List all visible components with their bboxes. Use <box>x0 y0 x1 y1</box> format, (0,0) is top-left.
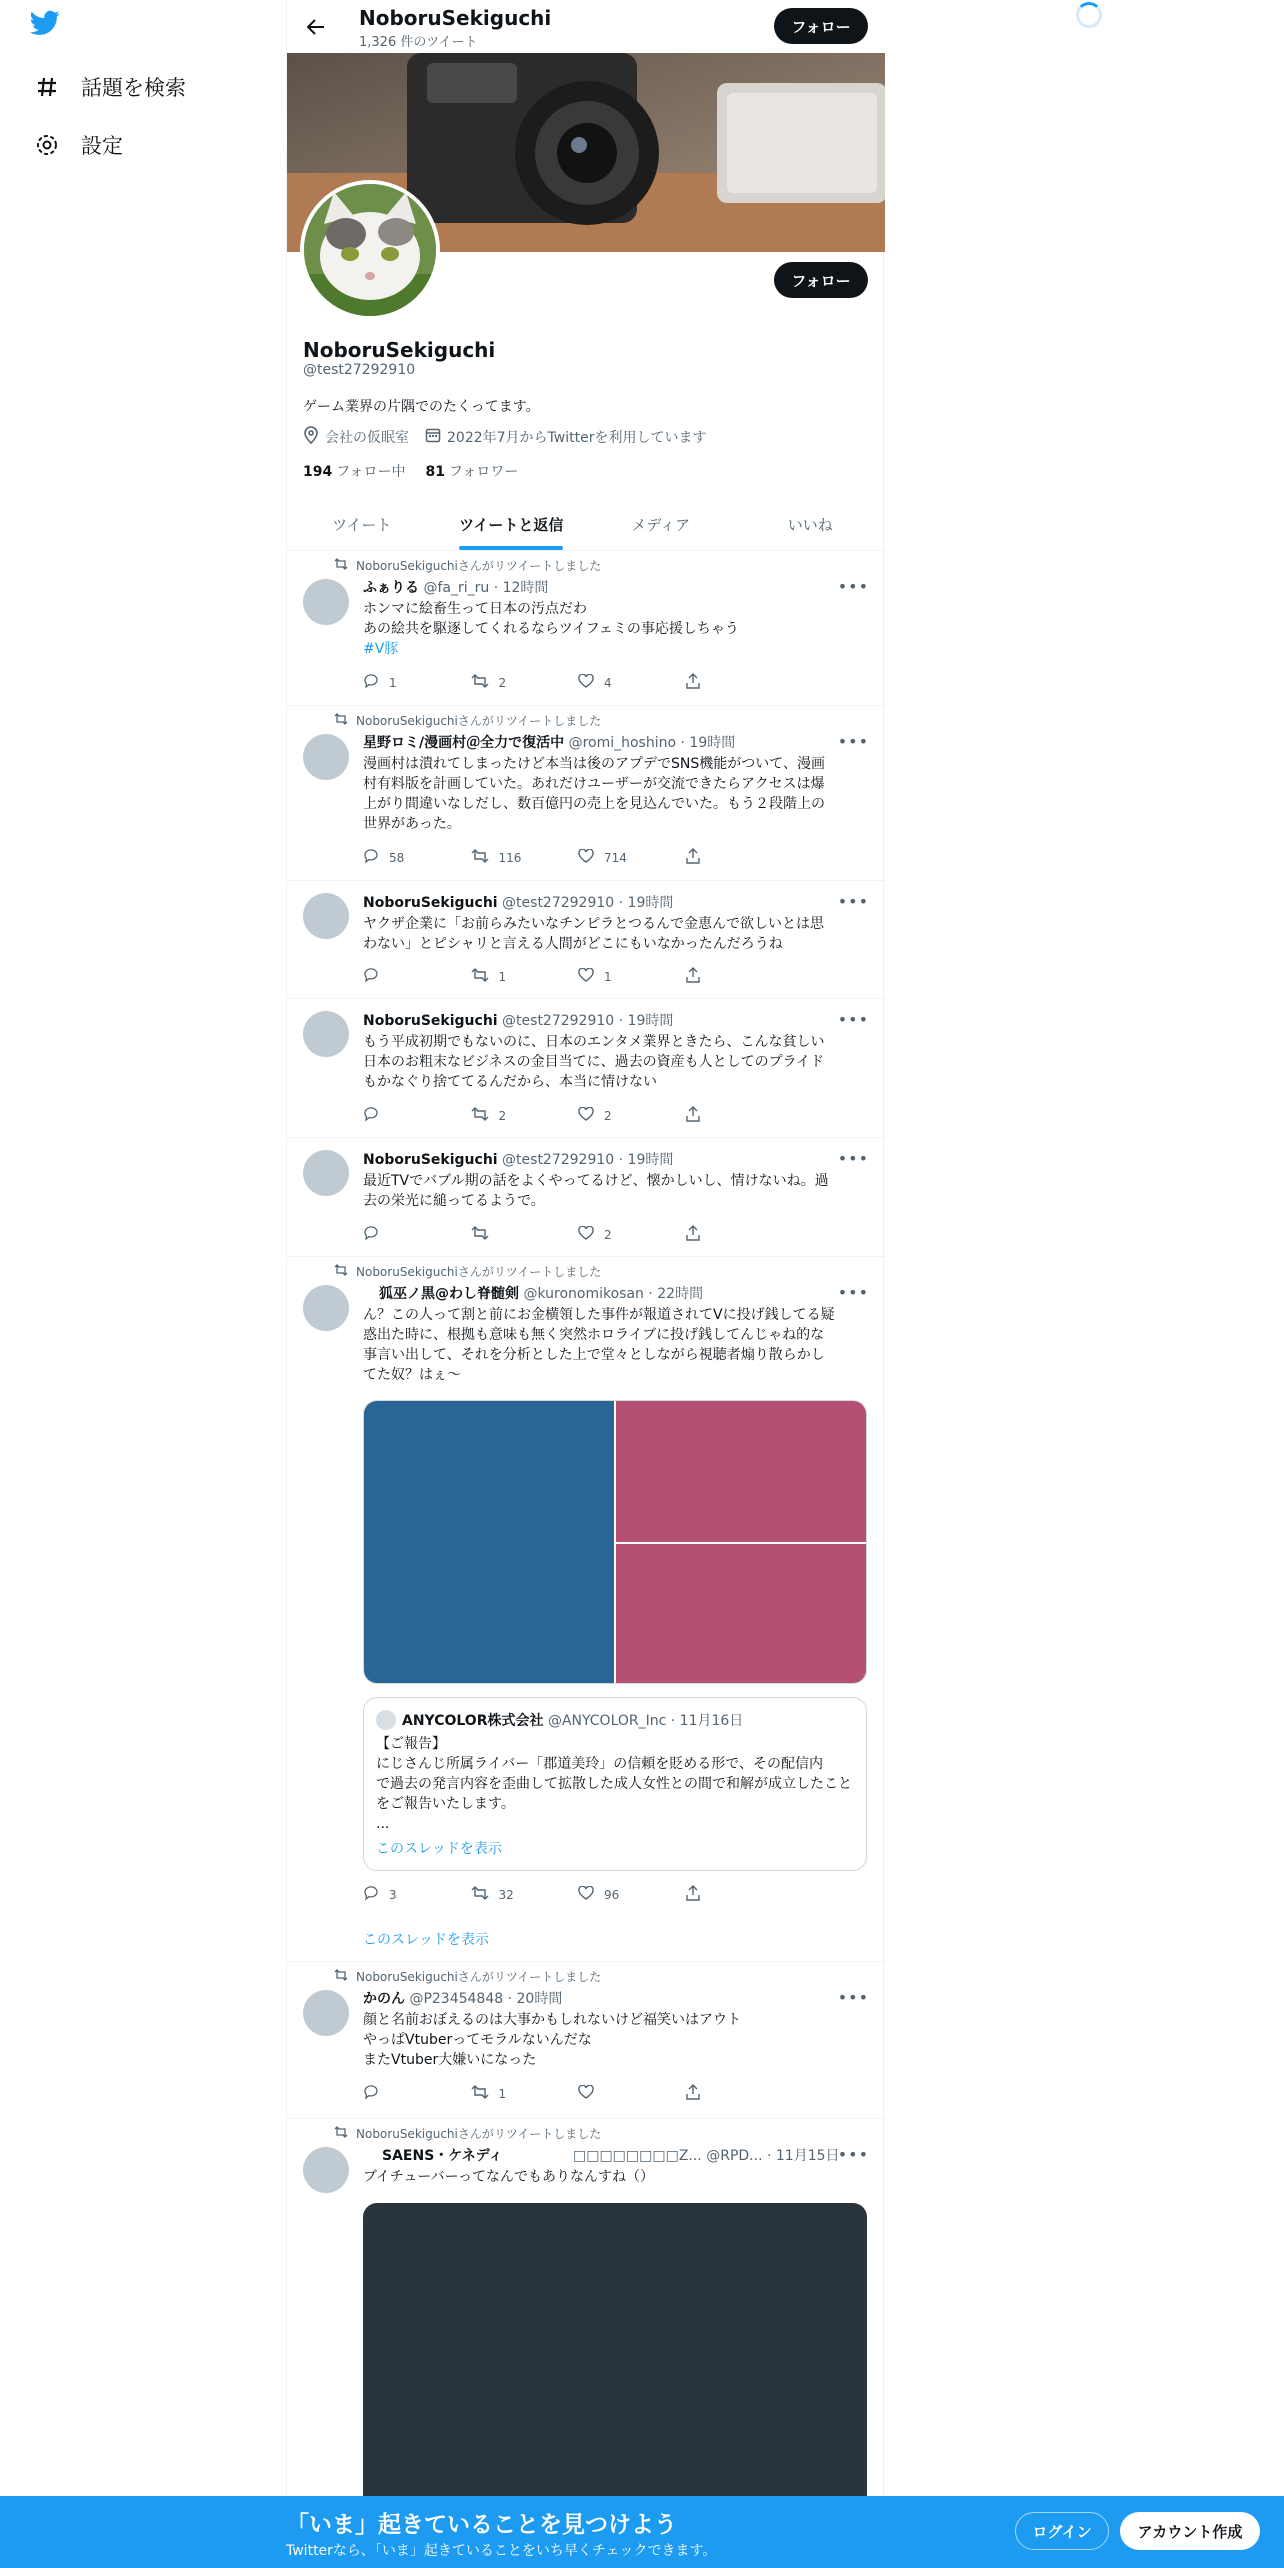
retweet-icon <box>471 849 499 866</box>
tweet-author-name[interactable]: 星野ロミ/漫画村＠全力で復活中 <box>363 735 565 751</box>
share-icon <box>686 1225 710 1244</box>
share-button[interactable] <box>686 1106 794 1125</box>
avatar[interactable] <box>303 579 349 625</box>
tweet-time[interactable]: · 11月15日 <box>766 2148 840 2164</box>
reply-count: 58 <box>389 850 405 865</box>
tweet-author-name[interactable]: かのん <box>363 1991 405 2007</box>
heart-icon <box>578 674 604 691</box>
top-bar <box>287 0 885 53</box>
tweet-time[interactable]: · 19時間 <box>680 735 736 751</box>
retweet-note <box>334 2125 601 2142</box>
reply-icon <box>363 1106 389 1125</box>
share-button[interactable] <box>686 2084 794 2103</box>
tweet[interactable] <box>287 1257 885 1962</box>
like-button[interactable] <box>578 2084 686 2103</box>
share-button[interactable] <box>686 848 794 867</box>
profile-joined-text: 2022年7月からTwitterを利用しています <box>447 430 707 446</box>
retweet-note-text: NoboruSekiguchiさんがリツイートしました <box>356 714 602 728</box>
reply-icon <box>363 848 389 867</box>
tweet[interactable] <box>287 881 885 999</box>
quote-header <box>402 1710 743 1730</box>
reply-icon <box>363 967 389 986</box>
tweet-text: 顔と名前おぼえるのは大事かもしれないけど福笑いはアウト やっぱVtuberってモラルないんだな またVtuber大嫌いになった <box>363 2012 741 2068</box>
profile-bio: ゲーム業界の片隅でのたくってます。 <box>303 399 540 415</box>
reply-button[interactable] <box>363 967 471 986</box>
heart-icon <box>578 2085 604 2102</box>
like-count: 96 <box>604 1887 620 1902</box>
profile-tabs <box>287 498 885 551</box>
tweet-author-handle[interactable]: @RPD... <box>706 2148 763 2164</box>
avatar <box>376 1710 396 1730</box>
share-icon <box>686 2084 710 2103</box>
tweet-header <box>382 2145 503 2165</box>
reply-icon <box>363 1885 389 1904</box>
following-count: 194 <box>303 464 333 480</box>
tweet-header <box>363 1010 673 1030</box>
avatar[interactable] <box>303 734 349 780</box>
retweet-icon <box>334 1264 356 1279</box>
retweet-icon <box>471 1226 499 1243</box>
tweet-author-handle[interactable]: @romi_hoshino <box>568 735 677 751</box>
retweet-note <box>334 712 601 729</box>
avatar[interactable] <box>303 1285 349 1331</box>
share-button[interactable] <box>686 1225 794 1244</box>
reply-button[interactable] <box>363 1106 471 1125</box>
avatar[interactable] <box>303 1150 349 1196</box>
following-label: フォロー中 <box>336 464 406 480</box>
tweet-text: ブイチューバーってなんでもありなんすね（） <box>363 2169 655 2185</box>
share-button[interactable] <box>686 1885 794 1904</box>
like-count: 1 <box>604 969 612 984</box>
retweet-icon <box>334 2126 356 2141</box>
tweet-header-handle <box>573 2145 840 2165</box>
heart-icon <box>578 1886 604 1903</box>
share-icon <box>686 848 710 867</box>
tweet-time[interactable]: · 19時間 <box>618 1013 674 1029</box>
loading-spinner-icon <box>1076 2 1102 28</box>
retweet-button[interactable] <box>471 848 579 867</box>
profile-follow-stats <box>303 461 538 481</box>
tweet[interactable] <box>287 1138 885 1257</box>
media-image[interactable] <box>364 1401 614 1684</box>
tweet-time[interactable]: · 12時間 <box>493 580 549 596</box>
retweet-note <box>334 1968 601 1985</box>
reply-count: 1 <box>389 675 397 690</box>
quote-author-handle: @ANYCOLOR_Inc <box>547 1713 667 1729</box>
quote-author-name: ANYCOLOR株式会社 <box>402 1713 544 1729</box>
more-options-icon[interactable]: ••• <box>837 1988 869 2007</box>
more-options-icon[interactable]: ••• <box>837 1149 869 1168</box>
tweet-actions <box>363 1885 793 1904</box>
reply-count: 3 <box>389 1887 397 1902</box>
tweet-actions <box>363 848 793 867</box>
like-button[interactable] <box>578 848 686 867</box>
like-button[interactable] <box>578 1106 686 1125</box>
tweet-header <box>363 892 673 912</box>
retweet-button[interactable] <box>471 1225 579 1244</box>
retweet-icon <box>334 713 356 728</box>
more-options-icon[interactable]: ••• <box>837 732 869 751</box>
retweet-count: 32 <box>498 1887 514 1902</box>
tweet[interactable] <box>287 706 885 881</box>
nav-settings-label: 設定 <box>81 134 123 158</box>
tweet[interactable] <box>287 999 885 1138</box>
signup-banner-subtitle: Twitterなら、「いま」起きていることをいち早くチェックできます。 <box>286 2543 717 2559</box>
profile-name: NoboruSekiguchi <box>303 338 496 362</box>
reply-button[interactable] <box>363 1225 471 1244</box>
retweet-note-text: NoboruSekiguchiさんがリツイートしました <box>356 1970 602 1984</box>
login-button[interactable]: ログイン <box>1015 2512 1109 2550</box>
tweet-author-handle[interactable]: @kuronomikosan <box>523 1286 644 1302</box>
retweet-note-text: NoboruSekiguchiさんがリツイートしました <box>356 1265 602 1279</box>
like-count: 714 <box>604 850 627 865</box>
tweet-author-handle[interactable]: @P23454848 <box>409 1991 504 2007</box>
following-link[interactable] <box>303 461 406 481</box>
retweet-icon <box>471 968 499 985</box>
more-options-icon[interactable]: ••• <box>837 1283 869 1302</box>
tweet[interactable] <box>287 551 885 706</box>
avatar[interactable] <box>303 893 349 939</box>
tab-tweets[interactable]: ツイート <box>332 515 392 534</box>
reply-button[interactable] <box>363 2084 471 2103</box>
avatar[interactable] <box>303 1011 349 1057</box>
followers-count: 81 <box>425 464 446 480</box>
retweet-note <box>334 557 601 574</box>
calendar-icon <box>425 427 447 447</box>
tweet[interactable] <box>287 2119 885 2496</box>
tweet-text: ヤクザ企業に「お前らみたいなチンピラとつるんで金恵んで欲しいとは思 わない」とピシャリと言える人間がどこにもいなかったんだろうね <box>363 916 825 952</box>
quoted-tweet[interactable] <box>363 1697 867 1871</box>
hashtag-icon <box>33 73 61 101</box>
reply-icon <box>363 2084 389 2103</box>
tweet-hashtag[interactable]: #V豚 <box>363 641 399 657</box>
like-count: 2 <box>604 1108 612 1123</box>
media-image[interactable] <box>363 2203 867 2496</box>
tweet-text: 最近TVでバブル期の話をよくやってるけど、懐かしいし、情けないね。過 去の栄光に縋ってるようで。 <box>363 1173 829 1209</box>
tweet-author-handle[interactable]: @fa_ri_ru <box>423 580 490 596</box>
retweet-note <box>334 1263 601 1280</box>
quote-show-thread-link[interactable]: このスレッドを表示 <box>376 1841 502 1857</box>
show-thread-link[interactable]: このスレッドを表示 <box>363 1932 489 1948</box>
tweet-author-name[interactable]: NoboruSekiguchi <box>363 895 498 911</box>
reply-button[interactable] <box>363 1885 471 1904</box>
tweet-header <box>363 732 735 752</box>
retweet-count: 1 <box>498 969 507 984</box>
tweet[interactable] <box>287 1962 885 2119</box>
signup-banner-title: 「いま」起きていることを見つけよう <box>286 2512 677 2538</box>
nav-explore-label: 話題を検索 <box>81 76 186 100</box>
tweet-author-name[interactable]: 狐巫ノ黒@わし脊髄剣 <box>379 1286 519 1302</box>
retweet-button[interactable] <box>471 673 579 692</box>
heart-icon <box>578 1107 604 1124</box>
reply-icon <box>363 1225 389 1244</box>
retweet-button[interactable] <box>471 1885 579 1904</box>
tweet-text: 漫画村は潰れてしまったけど本当は後のアプデでSNS機能がついて、漫画 村有料版を計画していた。あれだけユーザーが交流できたらアクセスは爆 上がり間違いなしだし、数百億円の売上を見込んでいた。もう２段階上の 世界があった。 <box>363 756 825 832</box>
retweet-icon <box>471 2085 499 2102</box>
more-options-icon[interactable]: ••• <box>837 2145 869 2164</box>
signup-button[interactable]: アカウント作成 <box>1120 2512 1260 2550</box>
profile-location <box>303 426 409 448</box>
media-image[interactable] <box>616 1544 867 1684</box>
share-icon <box>686 673 710 692</box>
retweet-button[interactable] <box>471 967 579 986</box>
profile-handle: @test27292910 <box>303 362 416 378</box>
tab-likes[interactable]: いいね <box>787 515 833 534</box>
tweet-header <box>363 1988 562 2008</box>
heart-icon <box>578 1226 604 1243</box>
like-button[interactable] <box>578 967 686 986</box>
retweet-count: 1 <box>498 2086 507 2101</box>
like-count: 4 <box>604 675 612 690</box>
retweet-count: 2 <box>498 675 507 690</box>
topbar-tweet-count: 1,326 件のツイート <box>359 35 478 50</box>
quote-time: · 11月16日 <box>670 1713 744 1729</box>
followers-link[interactable] <box>426 461 519 481</box>
profile-joined <box>425 427 706 447</box>
media-image[interactable] <box>616 1401 867 1542</box>
tweet-header <box>363 577 548 597</box>
heart-icon <box>578 968 604 985</box>
profile-follow-button[interactable]: フォロー <box>774 262 868 298</box>
like-button[interactable] <box>578 1885 686 1904</box>
tweet-actions <box>363 1225 793 1244</box>
tweet-author-handle[interactable]: @test27292910 <box>502 1013 615 1029</box>
reply-icon <box>363 673 389 692</box>
tweet-text: ん？この人って割と前にお金横領した事件が報道されてVに投げ銭してる疑 惑出た時に、根拠も意味も無く突然ホロライブに投げ銭してんじゃね的な 事言い出して、それを分析とした上で堂々としながら視聴者煽り散らかし てた奴？はぇ〜 <box>363 1307 835 1383</box>
back-arrow-icon[interactable] <box>301 12 331 42</box>
gear-icon <box>33 131 61 159</box>
reply-button[interactable] <box>363 673 471 692</box>
retweet-note-text: NoboruSekiguchiさんがリツイートしました <box>356 559 602 573</box>
tab-media[interactable]: メディア <box>631 515 691 534</box>
retweet-count: 2 <box>498 1108 507 1123</box>
share-icon <box>686 1885 710 1904</box>
retweet-button[interactable] <box>471 2084 579 2103</box>
profile-location-text: 会社の仮眠室 <box>325 430 409 446</box>
tweet-author-name[interactable]: ふぁりる <box>363 580 419 596</box>
nav-explore[interactable] <box>33 62 186 112</box>
retweet-icon <box>334 1969 356 1984</box>
retweet-icon <box>471 1886 499 1903</box>
tweet-time[interactable]: · 19時間 <box>618 1152 674 1168</box>
nav-settings[interactable] <box>33 120 123 170</box>
tweet-author-name[interactable]: SAENS・ケネディ <box>382 2148 503 2164</box>
share-button[interactable] <box>686 673 794 692</box>
avatar[interactable] <box>303 2147 349 2193</box>
left-nav <box>0 0 286 2568</box>
profile-meta <box>303 426 722 448</box>
tab-tweets-and-replies[interactable]: ツイートと返信 <box>437 498 587 550</box>
tweet-header <box>363 1149 673 1169</box>
signup-banner <box>0 2496 1284 2568</box>
tweet-text: ホンマに絵畜生って日本の汚点だわ あの絵共を駆逐してくれるならツイフェミの事応援しちゃう <box>363 601 739 637</box>
topbar-follow-button[interactable]: フォロー <box>774 8 868 44</box>
tweet-author-name[interactable]: NoboruSekiguchi <box>363 1152 498 1168</box>
tweet-header <box>379 1283 703 1303</box>
tweet-actions <box>363 1106 793 1125</box>
tweet-time[interactable]: · 22時間 <box>648 1286 704 1302</box>
like-button[interactable] <box>578 1225 686 1244</box>
location-pin-icon <box>303 426 325 448</box>
retweet-count: 116 <box>498 850 522 865</box>
retweet-icon <box>471 1107 499 1124</box>
followers-label: フォロワー <box>449 464 519 480</box>
tweet-actions <box>363 2084 793 2103</box>
retweet-icon <box>471 674 499 691</box>
retweet-button[interactable] <box>471 1106 579 1125</box>
tweet-actions <box>363 673 793 692</box>
quote-text: 【ご報告】 にじさんじ所属ライバー「郡道美玲」の信頼を貶める形で、その配信内 で過去の発言内容を歪曲して拡散した成人女性との間で和解が成立したこと をご報告いたします。 ... <box>376 1736 852 1832</box>
topbar-name: NoboruSekiguchi <box>359 6 552 30</box>
tweet-author-handle[interactable]: @test27292910 <box>502 1152 615 1168</box>
profile-avatar[interactable] <box>300 180 440 320</box>
tweet-time[interactable]: · 20時間 <box>507 1991 563 2007</box>
share-button[interactable] <box>686 967 794 986</box>
share-icon <box>686 967 710 986</box>
more-options-icon[interactable]: ••• <box>837 577 869 596</box>
reply-button[interactable] <box>363 848 471 867</box>
like-button[interactable] <box>578 673 686 692</box>
tweet-time[interactable]: · 19時間 <box>618 895 674 911</box>
heart-icon <box>578 849 604 866</box>
share-icon <box>686 1106 710 1125</box>
like-count: 2 <box>604 1227 612 1242</box>
retweet-note-text: NoboruSekiguchiさんがリツイートしました <box>356 2127 602 2141</box>
avatar[interactable] <box>303 1990 349 2036</box>
main-column <box>286 0 884 2568</box>
more-options-icon[interactable]: ••• <box>837 892 869 911</box>
tweet-author-handle-mid: □□□□□□□□Z... <box>573 2148 702 2164</box>
tweet-text: もう平成初期でもないのに、日本のエンタメ業界ときたら、こんな貧しい 日本のお粗末なビジネスの金目当てに、過去の資産も人としてのプライド もかなぐり捨ててるんだから、本当に情けない <box>363 1034 825 1090</box>
tweet-author-name[interactable]: NoboruSekiguchi <box>363 1013 498 1029</box>
retweet-icon <box>334 558 356 573</box>
tweet-media-grid[interactable] <box>363 1400 867 1684</box>
tweet-actions <box>363 967 793 986</box>
tweet-author-handle[interactable]: @test27292910 <box>502 895 615 911</box>
twitter-logo-icon[interactable] <box>30 10 68 48</box>
more-options-icon[interactable]: ••• <box>837 1010 869 1029</box>
